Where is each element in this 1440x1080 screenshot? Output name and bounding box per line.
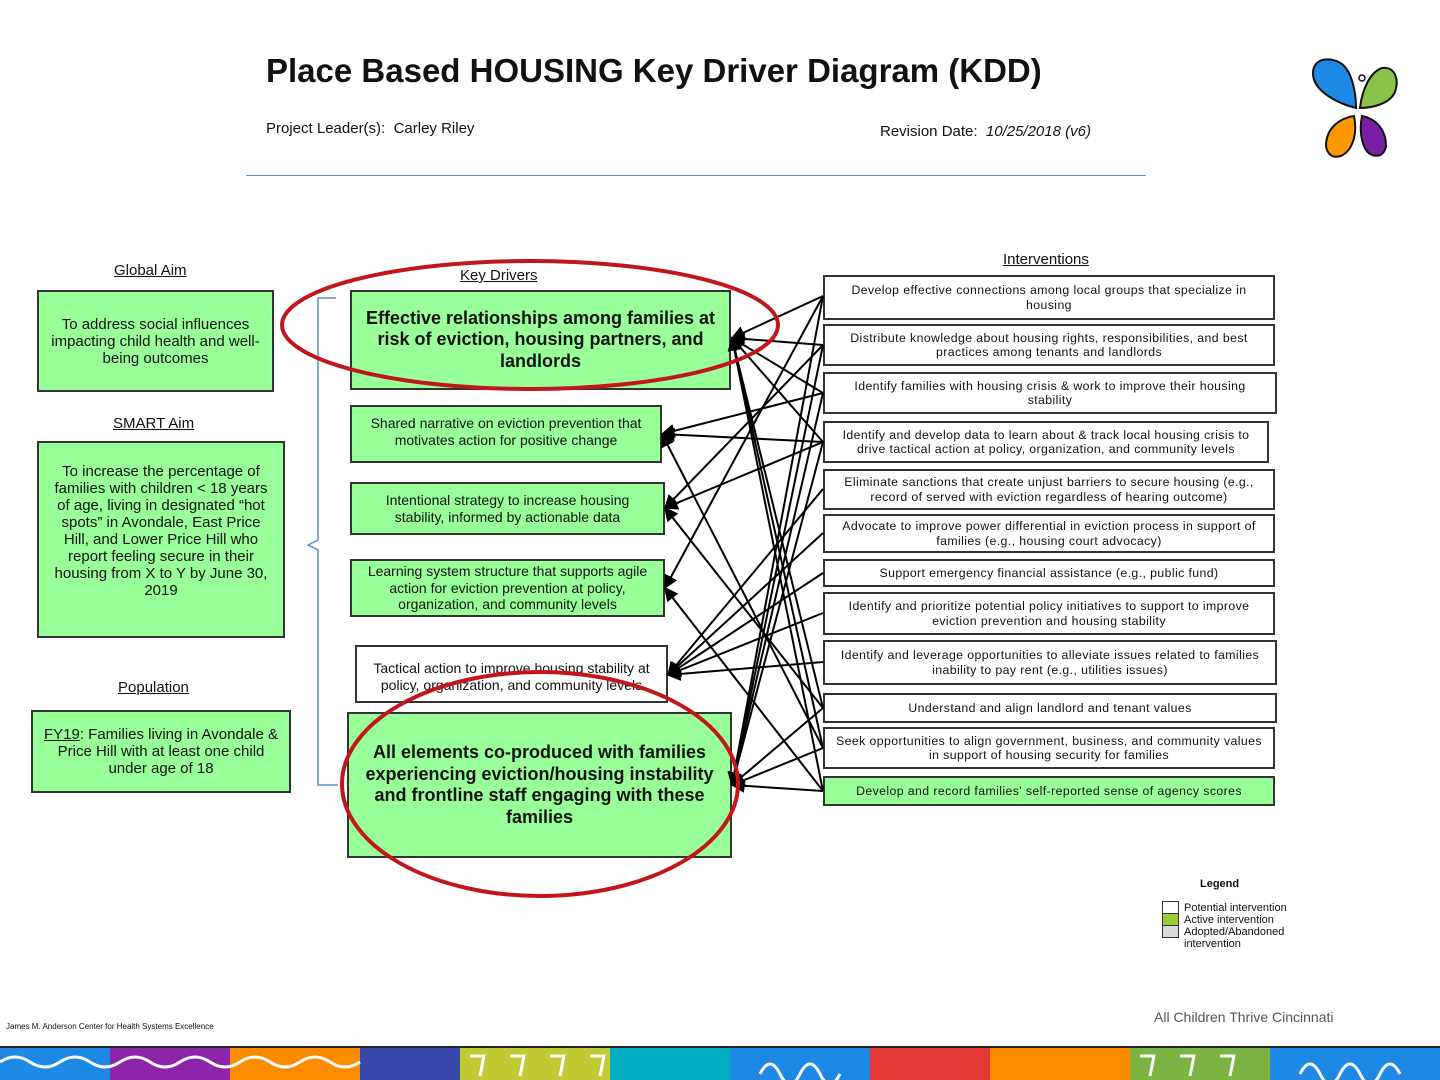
project-leader — [266, 120, 474, 137]
project-leader-value: Carley Riley — [393, 120, 475, 137]
population-fy: FY19 — [43, 726, 80, 743]
intervention-6 — [823, 514, 1275, 553]
legend-label-adopted: Adopted/Abandoned intervention — [1184, 926, 1285, 950]
key-driver-5-text: Tactical action to improve housing stability at policy, organization, and community levels — [373, 660, 650, 693]
key-driver-1 — [350, 290, 731, 390]
intervention-5-text: Eliminate sanctions that create unjust barriers to secure housing (e.g., record of served with eviction regardless of hearing outcome) — [844, 475, 1254, 504]
intervention-6-text: Advocate to improve power differential in eviction process in support of families (e.g., housing court advocacy) — [842, 519, 1256, 548]
intervention-7 — [823, 559, 1275, 587]
intervention-12 — [823, 776, 1275, 806]
intervention-10 — [823, 693, 1277, 723]
intervention-4-text: Identify and develop data to learn about & track local housing crisis to drive tactical action at policy, organization, and community levels — [842, 427, 1250, 456]
key-driver-5 — [355, 645, 668, 703]
intervention-7-text: Support emergency financial assistance (e.g., public fund) — [879, 565, 1219, 580]
intervention-2-text: Distribute knowledge about housing rights, responsibilities, and best practices among tenants and landlords — [850, 330, 1248, 359]
global-aim-text: To address social influences impacting child health and well-being outcomes — [51, 315, 260, 367]
key-drivers-heading: Key Drivers — [460, 267, 538, 284]
key-driver-3-text: Intentional strategy to increase housing stability, informed by actionable data — [385, 492, 630, 525]
intervention-10-text: Understand and align landlord and tenant values — [908, 700, 1192, 715]
smart-aim-box — [37, 441, 285, 638]
key-driver-6 — [347, 712, 732, 858]
header-divider — [246, 175, 1146, 176]
legend-label-potential: Potential intervention — [1184, 902, 1287, 914]
intervention-1 — [823, 275, 1275, 320]
butterfly-logo-icon — [1313, 59, 1397, 156]
footer-right-text: All Children Thrive Cincinnati — [1154, 1009, 1334, 1025]
intervention-11 — [823, 727, 1275, 769]
key-driver-4 — [350, 559, 665, 617]
key-driver-3 — [350, 482, 665, 535]
footer-left-text: James M. Anderson Center for Health Systems Excellence — [6, 1022, 214, 1031]
key-driver-bracket — [308, 298, 338, 785]
key-driver-4-text: Learning system structure that supports agile action for eviction prevention at policy, organization, and community levels — [367, 563, 648, 613]
key-driver-2 — [350, 405, 662, 463]
page-title: Place Based HOUSING Key Driver Diagram (KDD) — [266, 52, 1042, 89]
population-description: : Families living in Avondale & Price Hill with at least one child under age of 18 — [57, 726, 279, 777]
intervention-4 — [823, 421, 1269, 463]
interventions-heading: Interventions — [1003, 251, 1089, 268]
global-aim-box — [37, 290, 274, 392]
intervention-9-text: Identify and leverage opportunities to alleviate issues related to families inability to pay rent (e.g., utilities issues) — [840, 648, 1260, 677]
intervention-8 — [823, 592, 1275, 635]
revision-date — [880, 123, 1091, 140]
key-driver-2-text: Shared narrative on eviction prevention that motivates action for positive change — [370, 415, 642, 448]
smart-aim-text: To increase the percentage of families with children < 18 years of age, living in designated “hot spots” in Avondale, East Price Hill, and Lower Price Hill who report feeling secure in their housing from X to Y by June 30, 2019 — [54, 463, 268, 599]
intervention-5 — [823, 469, 1275, 510]
intervention-1-text: Develop effective connections among local groups that specialize in housing — [851, 283, 1247, 312]
revision-label: Revision Date: — [880, 123, 978, 140]
intervention-11-text: Seek opportunities to align government, business, and community values in support of housing security for families — [836, 733, 1262, 762]
decorative-pattern-strip — [0, 1046, 1440, 1080]
intervention-3-text: Identify families with housing crisis & work to improve their housing stability — [854, 378, 1246, 407]
intervention-9 — [823, 640, 1277, 685]
smart-aim-heading: SMART Aim — [113, 415, 195, 432]
legend-label-active: Active intervention — [1184, 914, 1274, 926]
population-text — [43, 726, 279, 777]
key-driver-6-text: All elements co-produced with families experiencing eviction/housing instability and frontline staff engaging with these families — [365, 742, 714, 827]
legend-title: Legend — [1200, 878, 1240, 890]
key-driver-1-text: Effective relationships among families at risk of eviction, housing partners, and landlords — [365, 307, 716, 371]
legend-adopted — [1162, 925, 1294, 950]
population-box — [31, 710, 291, 793]
revision-value: 10/25/2018 (v6) — [985, 123, 1091, 140]
intervention-3 — [823, 372, 1277, 414]
intervention-12-text: Develop and record families' self-reported sense of agency scores — [856, 783, 1242, 798]
global-aim-heading: Global Aim — [114, 262, 187, 279]
intervention-8-text: Identify and prioritize potential policy initiatives to support to improve eviction prevention and housing stability — [848, 599, 1250, 628]
population-heading: Population — [118, 679, 189, 696]
legend-swatch-adopted — [1162, 925, 1179, 938]
project-leader-label: Project Leader(s): — [266, 120, 386, 137]
intervention-2 — [823, 324, 1275, 366]
